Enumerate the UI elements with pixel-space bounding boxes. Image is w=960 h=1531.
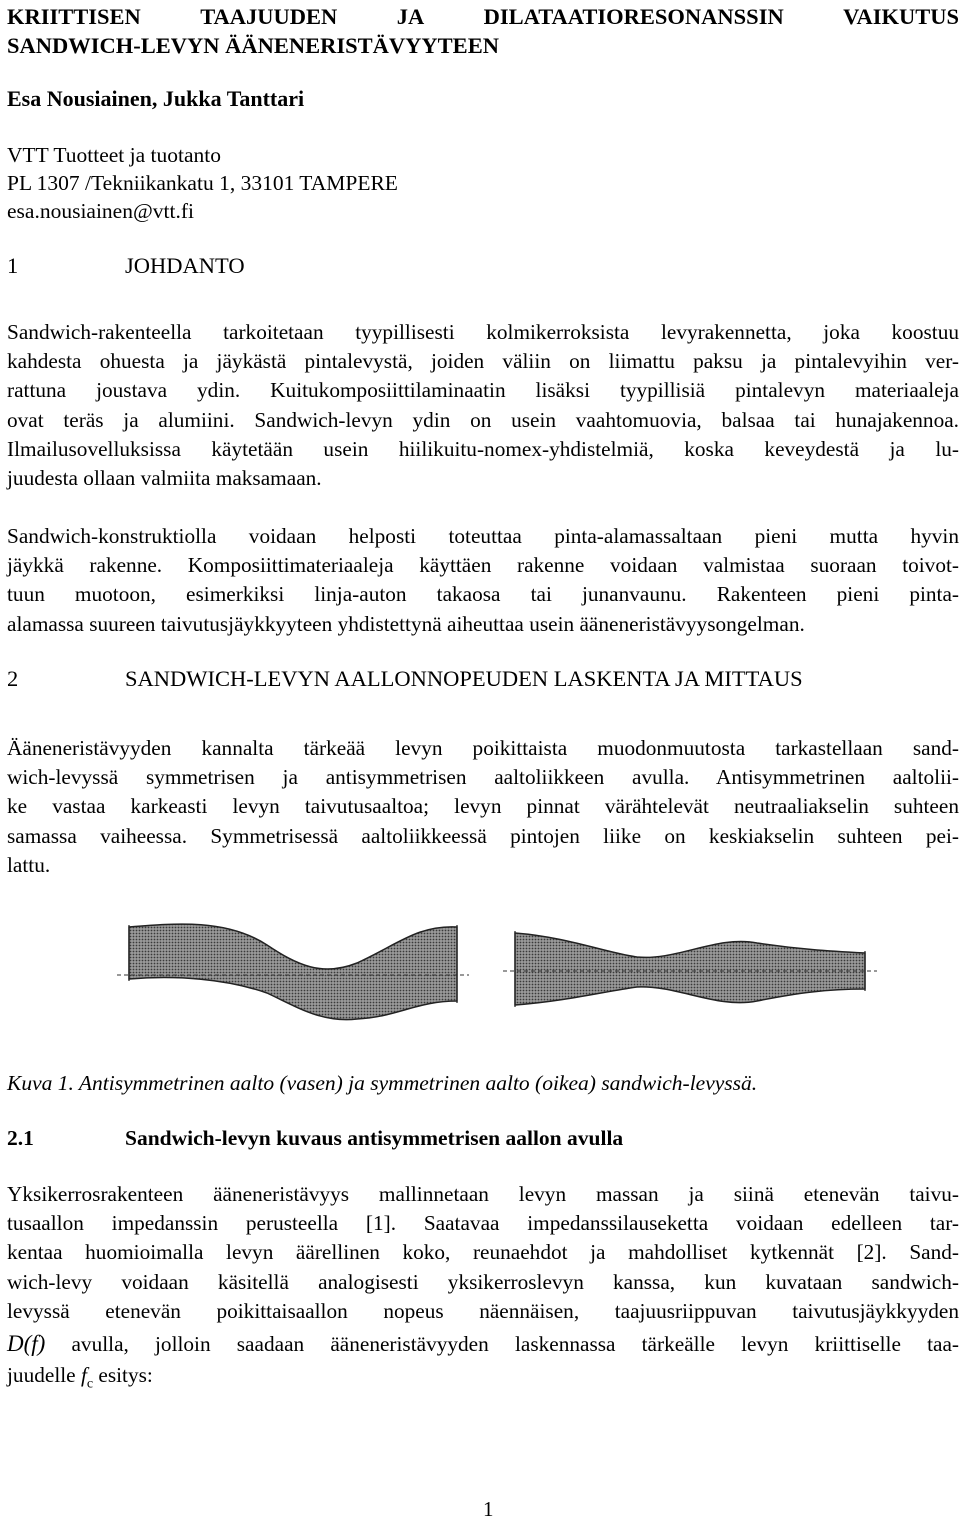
- text-line: levyssä etenevän poikittaisaallon nopeus näennäisen, taajuusriippuvan taivutusjäykkyyden: [7, 1298, 959, 1323]
- paragraph-intro-1: [7, 318, 959, 493]
- title-word: TAAJUUDEN: [200, 4, 338, 29]
- page-number: 1: [483, 1497, 494, 1521]
- affiliation-email: esa.nousiainen@vtt.fi: [7, 199, 194, 223]
- title-word: JA: [396, 4, 425, 29]
- math-symbol: f: [80, 1362, 87, 1387]
- text-fragment: juudelle: [7, 1362, 81, 1387]
- figure-caption: Kuva 1. Antisymmetrinen aalto (vasen) ja symmetrinen aalto (oikea) sandwich-levyssä.: [7, 1071, 758, 1095]
- text-line: Ääneneristävyyden kannalta tärkeää levyn poikittaista muodonmuutosta tarkastellaan sand-: [7, 736, 959, 760]
- text-line: Ilmailusovelluksissa käytetään usein hiilikuitu-nomex-yhdistelmiä, koska keveydestä ja lu-: [7, 436, 959, 461]
- text-line-with-formula: [7, 1326, 959, 1361]
- text-line: ovat teräs ja alumiini. Sandwich-levyn ydin on usein vaahtomuovia, balsaa tai hunajakennoa.: [7, 407, 959, 432]
- text-line: Sandwich-konstruktiolla voidaan helposti toteuttaa pinta-alamassaltaan pieni mutta hyvin: [7, 524, 959, 548]
- section-number: 2.1: [7, 1126, 34, 1150]
- paragraph-section-2: [7, 734, 959, 880]
- text-line: wich-levy voidaan käsitellä analogisesti yksikerroslevyn kanssa, kun kuvataan sandwich-: [7, 1269, 959, 1294]
- paragraph-intro-2: [7, 522, 959, 639]
- text-line: tuun muotoon, esimerkiksi linja-auton takaosa tai junanvaunu. Rakenteen pieni pinta-: [7, 582, 959, 607]
- title-word: KRIITTISEN: [7, 4, 141, 29]
- text-line: kahdesta ohuesta ja jäykästä pintalevystä, joiden väliin on liimattu paksu ja pintalevyihin ver-: [7, 349, 959, 374]
- title-word: DILATAATIORESONANSSIN: [483, 4, 784, 29]
- text-line: rattuna joustava ydin. Kuitukomposiittilaminaatin lisäksi tyypillisiä pintalevyn materiaaleja: [7, 378, 959, 403]
- formula-symbol: D(f): [7, 1330, 46, 1356]
- section-title: JOHDANTO: [125, 253, 245, 278]
- text-line: lattu.: [7, 852, 51, 877]
- text-line: Yksikerrosrakenteen ääneneristävyys mallinnetaan levyn massan ja siinä etenevän taivu-: [7, 1182, 959, 1206]
- paper-title: [7, 2, 959, 60]
- text-line: [7, 1361, 959, 1390]
- text-line: kentaa huomioimalla levyn äärellinen koko, reunaehdot ja mahdolliset kytkennät [2]. Sand-: [7, 1240, 959, 1265]
- antisymmetric-wave-figure: [117, 924, 469, 1020]
- text-line: alamassa suureen taivutusjäykkyyteen yhdistettynä aiheuttaa usein ääneneristävyysongelman.: [7, 611, 805, 636]
- text-line: Sandwich-rakenteella tarkoitetaan tyypillisesti kolmikerroksista levyrakennetta, joka koostuu: [7, 320, 959, 344]
- text-line: samassa vaiheessa. Symmetrisessä aaltoliikkeessä pintojen liike on keskiakselin suhteen pei-: [7, 823, 959, 848]
- math-subscript: c: [86, 1376, 94, 1392]
- affiliation: [7, 141, 398, 225]
- text-line: juudesta ollaan valmiita maksamaan.: [7, 465, 322, 490]
- affiliation-address: PL 1307 /Tekniikankatu 1, 33101 TAMPERE: [7, 171, 398, 195]
- figure-wave-illustration: [117, 905, 887, 1025]
- text-fragment: esitys:: [93, 1362, 153, 1387]
- section-number: 1: [7, 253, 19, 278]
- text-line: tusaallon impedanssin perusteella [1]. Saatavaa impedanssilauseketta voidaan edelleen tar-: [7, 1211, 959, 1236]
- affiliation-org: VTT Tuotteet ja tuotanto: [7, 143, 222, 167]
- text-line: wich-levyssä symmetrisen ja antisymmetrisen aaltoliikkeen avulla. Antisymmetrinen aaltolii-: [7, 765, 959, 790]
- section-number: 2: [7, 666, 19, 691]
- text-line: ke vastaa karkeasti levyn taivutusaaltoa; levyn pinnat värähtelevät neutraaliakselin suhteen: [7, 794, 959, 819]
- text-line: jäykkä rakenne. Komposiittimateriaaleja käyttäen rakenne voidaan valmistaa suoraan toivot-: [7, 553, 959, 578]
- title-word: VAIKUTUS: [843, 4, 959, 29]
- section-title: Sandwich-levyn kuvaus antisymmetrisen aallon avulla: [125, 1126, 624, 1150]
- section-title: SANDWICH-LEVYN AALLONNOPEUDEN LASKENTA JA MITTAUS: [125, 666, 803, 691]
- symmetric-wave-figure: [503, 931, 877, 1007]
- title-line-2: SANDWICH-LEVYN ÄÄNENERISTÄVYYTEEN: [7, 33, 499, 58]
- title-line-1: [7, 2, 959, 31]
- authors: Esa Nousiainen, Jukka Tanttari: [7, 86, 305, 111]
- text-fragment: avulla, jolloin saadaan ääneneristävyyden laskennassa tärkeälle levyn kriittiselle taa-: [45, 1331, 959, 1356]
- paragraph-section-2-1: [7, 1180, 959, 1390]
